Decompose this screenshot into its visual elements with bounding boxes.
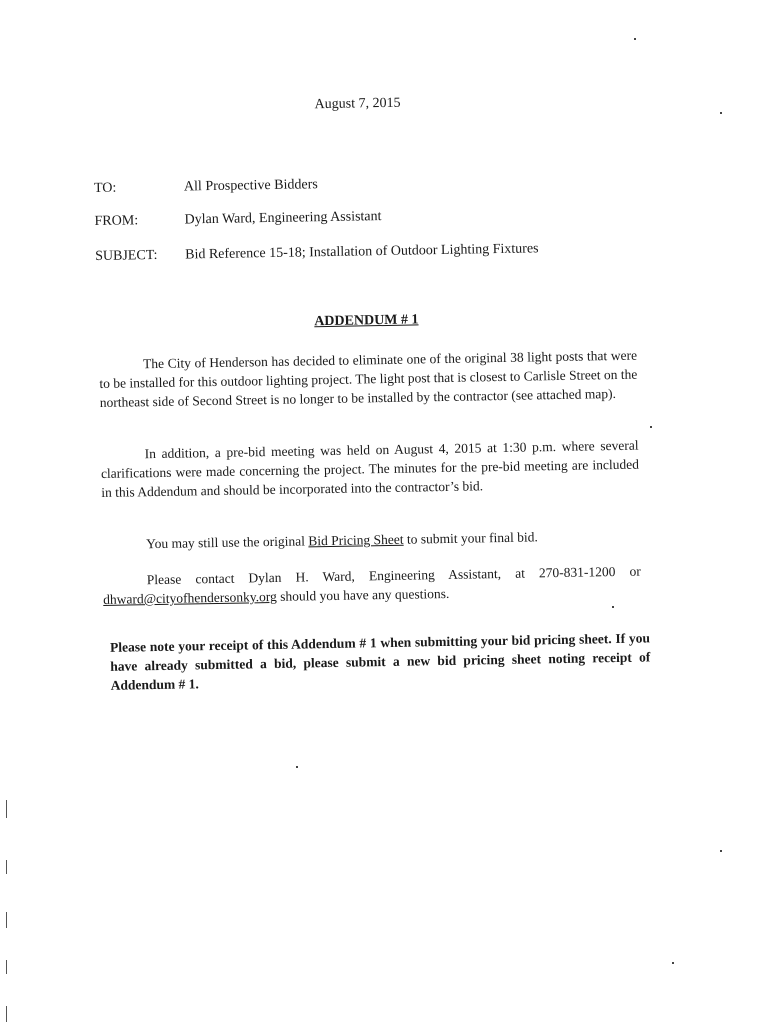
paragraph-bid-pricing-after: to submit your final bid. <box>403 529 538 547</box>
paragraph-contact-after: should you have any questions. <box>276 585 450 604</box>
scan-edge-mark <box>6 912 7 928</box>
scan-edge-mark <box>6 1006 7 1022</box>
memo-to-row <box>94 177 318 197</box>
paragraph-bid-pricing-before: You may still use the original <box>146 533 309 552</box>
scan-speck <box>634 38 636 40</box>
memo-subject-label: SUBJECT: <box>95 247 158 265</box>
document-date: August 7, 2015 <box>314 95 401 113</box>
memo-to-label: TO: <box>93 180 117 197</box>
addendum-title: ADDENDUM # 1 <box>314 312 419 330</box>
paragraph-elimination <box>99 346 638 412</box>
scan-speck <box>720 112 722 114</box>
scan-edge-mark <box>6 860 7 874</box>
memo-from-label: FROM: <box>94 213 139 230</box>
memo-to-value: All Prospective Bidders <box>183 177 318 195</box>
memo-subject-value: Bid Reference 15-18; Installation of Outdoor Lighting Fixtures <box>185 241 539 263</box>
paragraph-contact <box>103 562 642 609</box>
paragraph-pre-bid-meeting-text: In addition, a pre-bid meeting was held on August 4, 2015 at 1:30 p.m. where several clarifications were made concerning the project. The minutes for the pre-bid meeting are included in this Addendum and should be incorporated into the contractor’s bid. <box>100 437 640 500</box>
scan-speck <box>296 766 298 768</box>
scan-speck <box>612 606 614 608</box>
paragraph-bid-pricing-sheet <box>102 526 640 554</box>
scan-speck <box>672 962 674 964</box>
paragraph-elimination-text: The City of Henderson has decided to eliminate one of the original 38 light posts that were to be installed for this outdoor lighting project. The light post that is closest to Carlisle Street on the northeast side of Second Street is no longer to be installed by the contractor (see attached map). <box>99 347 638 410</box>
paragraph-pre-bid-meeting <box>100 436 639 502</box>
memo-subject-row <box>95 241 539 265</box>
scan-speck <box>650 426 652 428</box>
scan-edge-mark <box>6 800 7 818</box>
memo-from-row <box>94 209 381 230</box>
bid-pricing-sheet-reference: Bid Pricing Sheet <box>308 531 404 549</box>
memo-from-value: Dylan Ward, Engineering Assistant <box>184 209 382 228</box>
scan-edge-mark <box>6 960 7 974</box>
contact-email: dhward@cityofhendersonky.org <box>103 588 277 607</box>
receipt-notice: Please note your receipt of this Addendum # 1 when submitting your bid pricing sheet. If you have already submitted a bid, please submit a new bid pricing sheet noting receipt of Addendum # 1. <box>109 630 651 693</box>
paragraph-contact-before: Please contact Dylan H. Ward, Engineering Assistant, at 270-831-1200 or <box>146 563 641 588</box>
scan-speck <box>720 850 722 852</box>
